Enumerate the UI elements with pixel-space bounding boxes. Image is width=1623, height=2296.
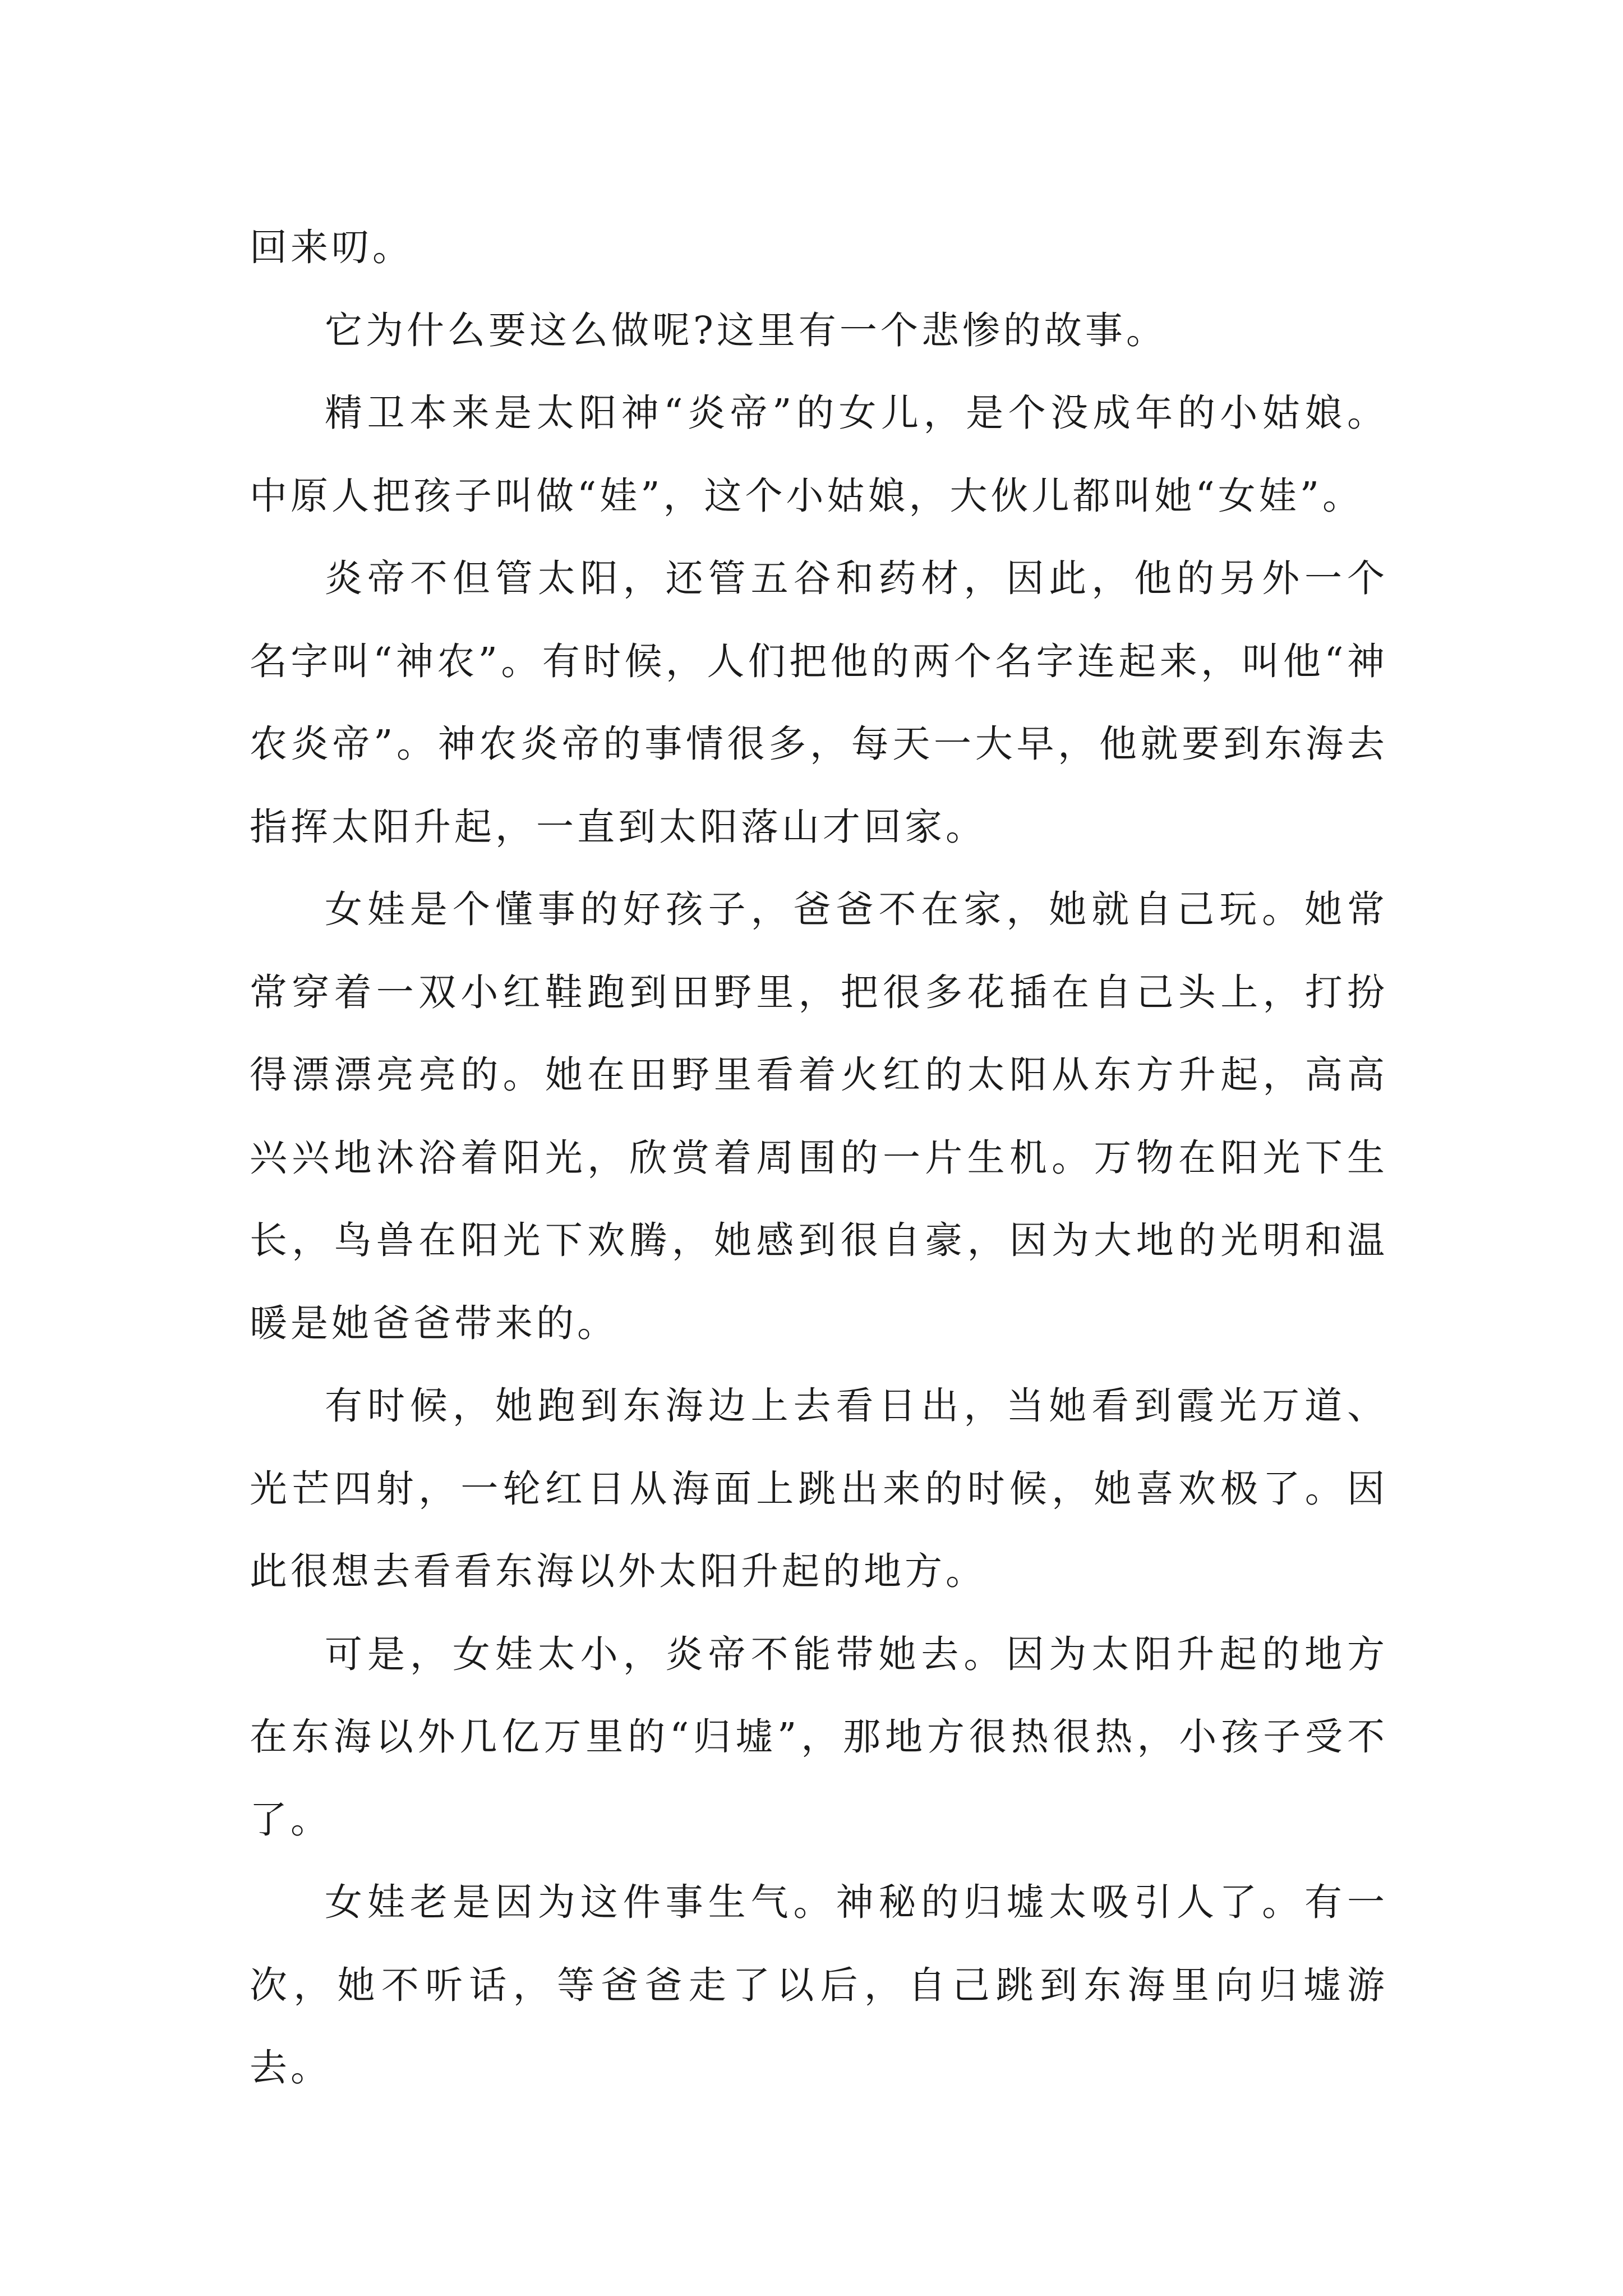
paragraph-2: 它为什么要这么做呢?这里有一个悲惨的故事。 xyxy=(325,308,1167,352)
paragraph-5: 女娃是个懂事的好孩子，爸爸不在家，她就自己玩。她常常穿着一双小红鞋跑到田野里，把很多花插在自己头上，打扮得漂漂亮亮的。她在田野里看着火红的太阳从东方升起，高高兴兴地沐浴着阳光，欣赏着周围的一片生机。万物在阳光下生长，鸟兽在阳光下欢腾，她感到很自豪，因为大地的光明和温暖是她爸爸带来的。 xyxy=(250,887,1388,1345)
paragraph-1: 回来叨。 xyxy=(250,226,413,269)
document-body xyxy=(250,206,1388,2110)
paragraph-7: 可是，女娃太小，炎帝不能带她去。因为太阳升起的地方在东海以外几亿万里的“归墟”，那地方很热很热，小孩子受不了。 xyxy=(250,1632,1388,1842)
paragraph-4: 炎帝不但管太阳，还管五谷和药材，因此，他的另外一个名字叫“神农”。有时候，人们把他的两个名字连起来，叫他“神农炎帝”。神农炎帝的事情很多，每天一大早，他就要到东海去指挥太阳升起，一直到太阳落山才回家。 xyxy=(250,556,1388,849)
paragraph-3: 精卫本来是太阳神“炎帝”的女儿，是个没成年的小姑娘。中原人把孩子叫做“娃”，这个小姑娘，大伙儿都叫她“女娃”。 xyxy=(250,391,1388,518)
paragraph-8: 女娃老是因为这件事生气。神秘的归墟太吸引人了。有一次，她不听话，等爸爸走了以后，自己跳到东海里向归墟游去。 xyxy=(250,1880,1388,2090)
paragraph-6: 有时候，她跑到东海边上去看日出，当她看到霞光万道、光芒四射，一轮红日从海面上跳出来的时候，她喜欢极了。因此很想去看看东海以外太阳升起的地方。 xyxy=(250,1384,1388,1593)
